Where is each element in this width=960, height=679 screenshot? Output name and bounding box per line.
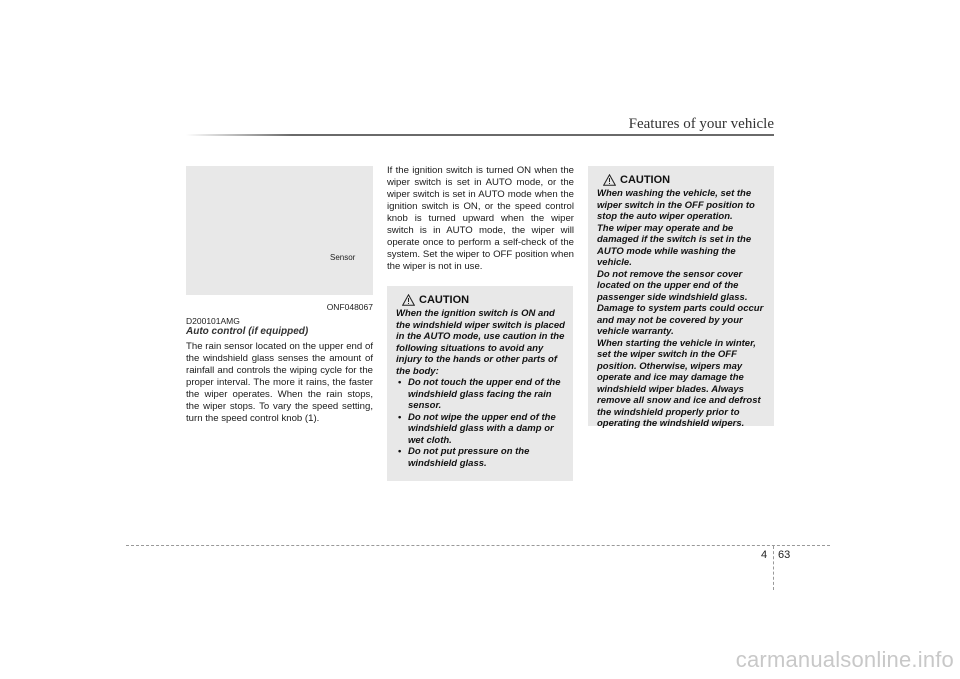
figure-label: Sensor [330,253,356,262]
warning-triangle-icon [603,174,616,186]
section-heading: Auto control (if equipped) [186,326,309,337]
caution-list-item: • Do not wipe the upper end of the windshield glass with a damp or wet cloth. [396,412,565,447]
sensor-figure [186,166,373,295]
caution-header [597,174,766,186]
caution-title: CAUTION [419,294,470,306]
caution-box-2 [588,166,774,429]
chapter-number: 4 [761,549,768,561]
caution-paragraph: When washing the vehicle, set the wiper switch in the OFF position to stop the auto wiper operation. [597,188,755,222]
page-header-title: Features of your vehicle [628,116,774,132]
page-number: 63 [778,549,791,561]
caution-header [396,294,565,306]
section-code: D200101AMG [186,316,240,326]
caution-box-1 [387,286,573,481]
watermark: carmanualsonline.info [735,647,954,672]
caution-paragraph: When starting the vehicle in winter, set the wiper switch in the OFF position. Otherwise, wipers may operate and ice may damage the windshield wiper blades. Always remove all snow and ice and defrost the windshield properly prior to operating the windshield wipers. [597,337,761,429]
caution-intro: When the ignition switch is ON and the windshield wiper switch is placed in the AUTO mode, use caution in the following situations to avoid any injury to the hands or other parts of the body: [396,308,565,377]
warning-triangle-icon [402,294,415,306]
header-rule [186,134,774,136]
page-number-divider [773,546,774,590]
caution-list [396,377,565,469]
caution-paragraph: Do not remove the sensor cover located on the upper end of the passenger side windshield glass. Damage to system parts could occur and may not be covered by your vehicle warranty. [597,268,764,337]
caution-list-item: • Do not put pressure on the windshield glass. [396,446,565,469]
caution-title: CAUTION [620,174,671,186]
figure-code: ONF048067 [326,302,373,312]
column2-body: If the ignition switch is turned ON when the wiper switch is set in AUTO mode, or the wiper switch is set in AUTO mode when the ignition switch is ON, or the speed control knob is turned upward when the wiper switch is in AUTO mode, the wiper will operate once to perform a self-check of the system. Set the wiper to OFF position when the wiper is not in use. [387,165,574,272]
caution-list-item: • Do not touch the upper end of the windshield glass facing the rain sensor. [396,377,565,412]
footer-rule [126,545,830,546]
caution-paragraph: The wiper may operate and be damaged if the switch is set in the AUTO mode while washing the vehicle. [597,222,752,268]
section-body: The rain sensor located on the upper end of the windshield glass senses the amount of rainfall and controls the wiping cycle for the proper interval. The more it rains, the faster the wiper operates. When the rain stops, the wiper stops. To vary the speed setting, turn the speed control knob (1). [186,341,373,424]
